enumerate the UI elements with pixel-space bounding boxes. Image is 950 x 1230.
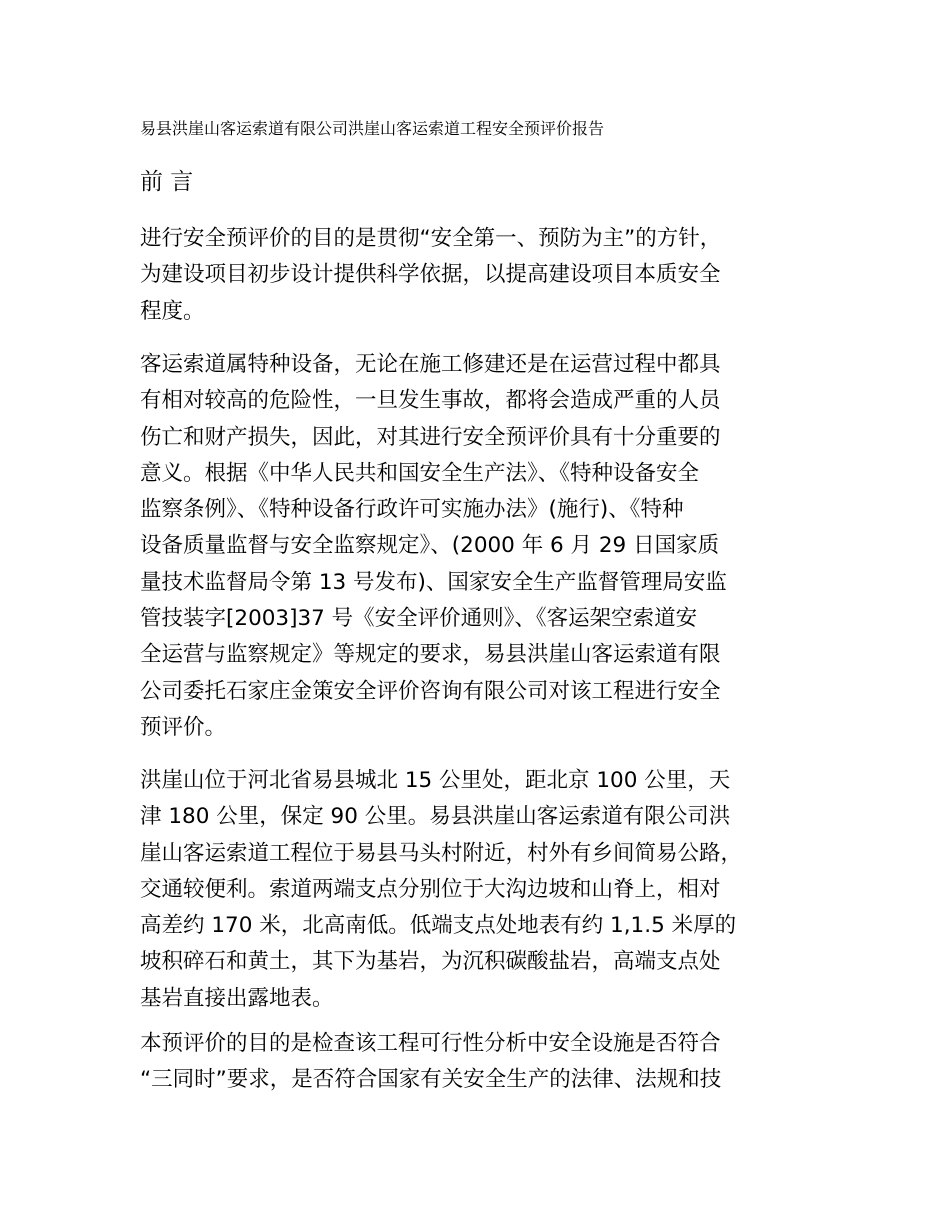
running-header: 易县洪崖山客运索道有限公司洪崖山客运索道工程安全预评价报告 [140, 119, 605, 138]
paragraph-line: 基岩直接出露地表。 [140, 985, 334, 1011]
paragraph-line: 设备质量监督与安全监察规定》、(2000 年 6 月 29 日国家质 [140, 533, 720, 559]
paragraph-line: 管技装字[2003]37 号《安全评价通则》、《客运架空索道安 [140, 606, 698, 632]
paragraph-line: 预评价。 [140, 714, 227, 740]
paragraph-purpose [140, 221, 820, 330]
paragraph-line: 量技术监督局令第 13 号发布)、国家安全生产监督管理局安监 [140, 569, 727, 595]
paragraph-line: 客运索道属特种设备，无论在施工修建还是在运营过程中都具 [140, 352, 721, 377]
paragraph-objective [140, 1026, 820, 1099]
paragraph-line: 津 180 公里，保定 90 公里。易县洪崖山客运索道有限公司洪 [140, 804, 731, 830]
paragraph-line: 高差约 170 米，北高南低。低端支点处地表有约 1,1.5 米厚的 [140, 913, 737, 939]
paragraph-line: 崖山客运索道工程位于易县马头村附近，村外有乡间简易公路， [140, 840, 743, 866]
paragraph-line: 程度。 [140, 298, 205, 324]
paragraph-line: 伤亡和财产损失，因此，对其进行安全预评价具有十分重要的 [140, 424, 721, 450]
paragraph-line: 意义。根据《中华人民共和国安全生产法》、《特种设备安全 [140, 460, 700, 486]
paragraph-basis [140, 347, 820, 746]
section-title: 前 言 [140, 169, 194, 195]
paragraph-line: 全运营与监察规定》等规定的要求，易县洪崖山客运索道有限 [140, 642, 721, 668]
paragraph-line: 有相对较高的危险性，一旦发生事故，都将会造成严重的人员 [140, 388, 721, 414]
paragraph-line: “三同时”要求，是否符合国家有关安全生产的法律、法规和技 [140, 1067, 722, 1093]
paragraph-line: 监察条例》、《特种设备行政许可实施办法》(施行)、《特种 [140, 497, 684, 523]
paragraph-line: 洪崖山位于河北省易县城北 15 公里处，距北京 100 公里，天 [140, 768, 731, 793]
paragraph-line: 进行安全预评价的目的是贯彻“安全第一、预防为主”的方针， [140, 226, 722, 251]
paragraph-line: 本预评价的目的是检查该工程可行性分析中安全设施是否符合 [140, 1031, 721, 1056]
paragraph-location [140, 763, 820, 1017]
paragraph-line: 为建设项目初步设计提供科学依据，以提高建设项目本质安全 [140, 262, 721, 288]
paragraph-line: 坡积碎石和黄土，其下为基岩，为沉积碳酸盐岩，高端支点处 [140, 949, 721, 975]
paragraph-line: 公司委托石家庄金策安全评价咨询有限公司对该工程进行安全 [140, 678, 721, 704]
paragraph-line: 交通较便利。索道两端支点分别位于大沟边坡和山脊上，相对 [140, 876, 721, 902]
